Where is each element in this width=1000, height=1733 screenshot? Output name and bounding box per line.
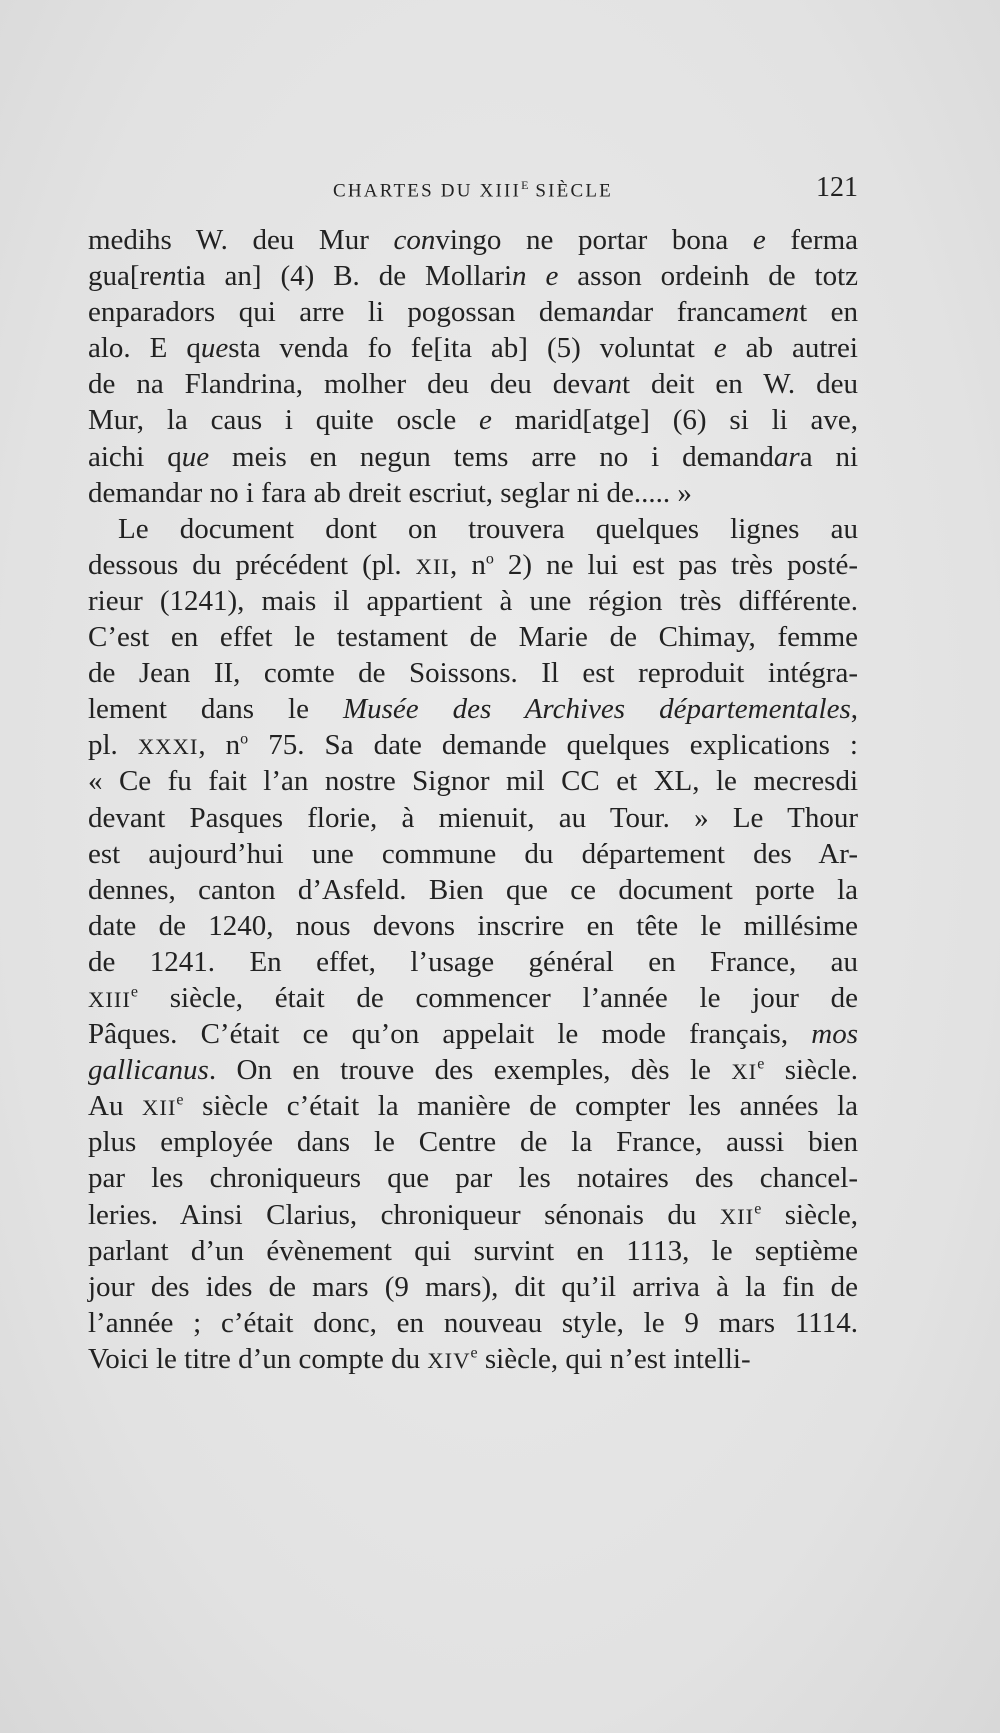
- text-line: [88, 872, 858, 908]
- italic-text: ue: [200, 332, 229, 365]
- small-caps-numeral: XIII: [88, 986, 131, 1012]
- text-line: [88, 330, 858, 366]
- superscript: o: [485, 550, 494, 568]
- text-line: [88, 294, 858, 330]
- text-line: [88, 547, 858, 583]
- superscript: e: [176, 1091, 184, 1109]
- text-line: [88, 691, 858, 727]
- text-run: lement dans le: [88, 693, 343, 726]
- text-run: « Ce fu fait l’an nostre Signor mil CC et XL, le mecresdi: [88, 765, 858, 798]
- text-run: . On en trouve des exemples, dès le: [208, 1054, 732, 1087]
- text-run: de 1241. En effet, l’usage général en France, au: [88, 945, 858, 978]
- text-line: [88, 908, 858, 944]
- text-run: leries. Ainsi Clarius, chroniqueur sénonais du: [88, 1198, 720, 1231]
- text-line: [88, 402, 858, 438]
- text-run: siècle, était de commencer l’année le jour de: [138, 981, 858, 1014]
- text-run: enparadors qui arre li pogossan dema: [88, 296, 602, 329]
- italic-text: ar: [773, 440, 800, 473]
- text-line: [88, 1341, 858, 1377]
- text-run: est aujourd’hui une commune du département des Ar-: [88, 837, 858, 870]
- text-line: [88, 800, 858, 836]
- italic-text: n: [162, 260, 177, 293]
- small-caps-numeral: XII: [719, 1203, 755, 1229]
- running-title: [88, 178, 858, 202]
- text-run: 75. Sa date demande quelques explications :: [248, 729, 858, 762]
- text-line: [88, 511, 858, 547]
- text-run: dessous du précédent (pl.: [88, 548, 416, 581]
- text-run: t en: [799, 296, 859, 329]
- text-run: marid[atge] (6) si li ave,: [491, 404, 858, 437]
- text-run: asson ordeinh de totz: [558, 260, 859, 293]
- text-run: C’est en effet le testament de Marie de Chimay, femme: [88, 621, 858, 654]
- text-line: [88, 1088, 858, 1124]
- text-run: alo. E q: [88, 332, 201, 365]
- text-line: [88, 1233, 858, 1269]
- text-line: [88, 1052, 858, 1088]
- text-line: [88, 1269, 858, 1305]
- text-run: siècle c’était la manière de compter les années la: [183, 1090, 858, 1123]
- small-caps-numeral: XII: [415, 553, 451, 579]
- text-line: [88, 619, 858, 655]
- body-text: [88, 222, 858, 1377]
- text-run: dar francam: [616, 296, 772, 329]
- text-run: t deit en W. deu: [621, 368, 858, 401]
- text-line: [88, 1124, 858, 1160]
- text-line: [88, 944, 858, 980]
- text-line: [88, 258, 858, 294]
- text-run: meis en negun tems arre no i demand: [209, 440, 774, 473]
- text-line: [88, 655, 858, 691]
- text-run: , n: [450, 548, 486, 581]
- text-run: Voici le titre d’un compte du: [88, 1342, 428, 1375]
- text-line: [88, 727, 858, 763]
- text-run: parlant d’un évènement qui survint en 1113, le septième: [88, 1234, 858, 1267]
- text-run: de Jean II, comte de Soissons. Il est reproduit intégra-: [88, 657, 858, 690]
- text-run: a ni: [799, 440, 858, 473]
- text-line: [88, 1160, 858, 1196]
- text-run: 2) ne lui est pas très posté-: [493, 548, 858, 581]
- text-run: demandar no i fara ab dreit escriut, seglar ni de..... »: [88, 476, 692, 509]
- text-run: devant Pasques florie, à mienuit, au Tour. » Le Thour: [88, 801, 858, 834]
- italic-text: e: [713, 332, 727, 365]
- text-run: l’année ; c’était donc, en nouveau style, le 9 mars 1114.: [88, 1306, 858, 1339]
- text-line: [88, 1305, 858, 1341]
- italic-text: gallicanus: [88, 1054, 209, 1087]
- small-caps-numeral: XI: [731, 1059, 758, 1085]
- superscript: e: [754, 1199, 762, 1217]
- text-line: [88, 836, 858, 872]
- running-head: [88, 172, 858, 214]
- text-line: [88, 1197, 858, 1233]
- text-line: [88, 439, 858, 475]
- running-title-suffix: SIÈCLE: [528, 180, 613, 202]
- italic-text: mos: [811, 1018, 858, 1051]
- text-run: rieur (1241), mais il appartient à une région très différente.: [88, 584, 858, 617]
- italic-text: en: [771, 296, 800, 329]
- italic-text: e: [479, 404, 492, 437]
- text-run: jour des ides de mars (9 mars), dit qu’il arriva à la fin de: [88, 1270, 858, 1303]
- text-run: ,: [850, 693, 858, 726]
- text-run: ferma: [765, 224, 858, 256]
- superscript: e: [130, 983, 139, 1001]
- text-line: [88, 366, 858, 402]
- text-run: par les chroniqueurs que par les notaires des chancel-: [88, 1162, 858, 1195]
- italic-text: n: [607, 368, 622, 401]
- page-number: 121: [816, 172, 858, 203]
- italic-text: n: [601, 296, 617, 329]
- text-line: [88, 1016, 858, 1052]
- superscript: o: [240, 730, 249, 748]
- text-run: aichi q: [88, 440, 182, 473]
- superscript: e: [757, 1055, 765, 1073]
- text-run: Le document dont on trouvera quelques lignes au: [118, 512, 858, 545]
- italic-text: e: [752, 224, 766, 256]
- text-line: [88, 980, 858, 1016]
- text-run: Mur, la caus i quite oscle: [88, 404, 480, 437]
- superscript: e: [470, 1344, 478, 1362]
- italic-text: ue: [181, 440, 210, 473]
- text-run: pl.: [88, 729, 138, 762]
- running-title-prefix: CHARTES DU XIII: [333, 180, 522, 202]
- text-run: ab autrei: [726, 332, 858, 365]
- text-line: [88, 475, 858, 511]
- text-run: , n: [198, 729, 241, 762]
- text-line: [88, 763, 858, 799]
- text-run: date de 1240, nous devons inscrire en tête le millésime: [88, 909, 858, 942]
- text-run: siècle, qui n’est intelli-: [477, 1342, 751, 1375]
- italic-text: n e: [512, 260, 559, 293]
- small-caps-numeral: XXXI: [137, 734, 199, 760]
- running-title-superscript: E: [521, 178, 529, 192]
- small-caps-numeral: XIV: [427, 1347, 471, 1373]
- text-run: de na Flandrina, molher deu deu deva: [88, 368, 608, 401]
- text-run: siècle.: [764, 1054, 858, 1087]
- text-run: medihs W. deu Mur: [88, 224, 394, 256]
- text-run: tia an] (4) B. de Mollari: [176, 260, 513, 293]
- text-run: vingo ne portar bona: [435, 224, 753, 256]
- text-line: [88, 222, 858, 258]
- text-line: [88, 583, 858, 619]
- text-run: dennes, canton d’Asfeld. Bien que ce document porte la: [88, 873, 858, 906]
- text-run: Au: [88, 1090, 143, 1123]
- text-run: gua[re: [88, 260, 163, 293]
- text-run: plus employée dans le Centre de la France, aussi bien: [88, 1126, 858, 1159]
- text-run: sta venda fo fe[ita ab] (5) voluntat: [228, 332, 714, 365]
- small-caps-numeral: XII: [142, 1095, 177, 1121]
- text-run: siècle,: [761, 1198, 858, 1231]
- text-run: Pâques. C’était ce qu’on appelait le mode français,: [88, 1018, 812, 1051]
- italic-text: Musée des Archives départementales: [342, 693, 851, 726]
- italic-text: con: [393, 224, 436, 256]
